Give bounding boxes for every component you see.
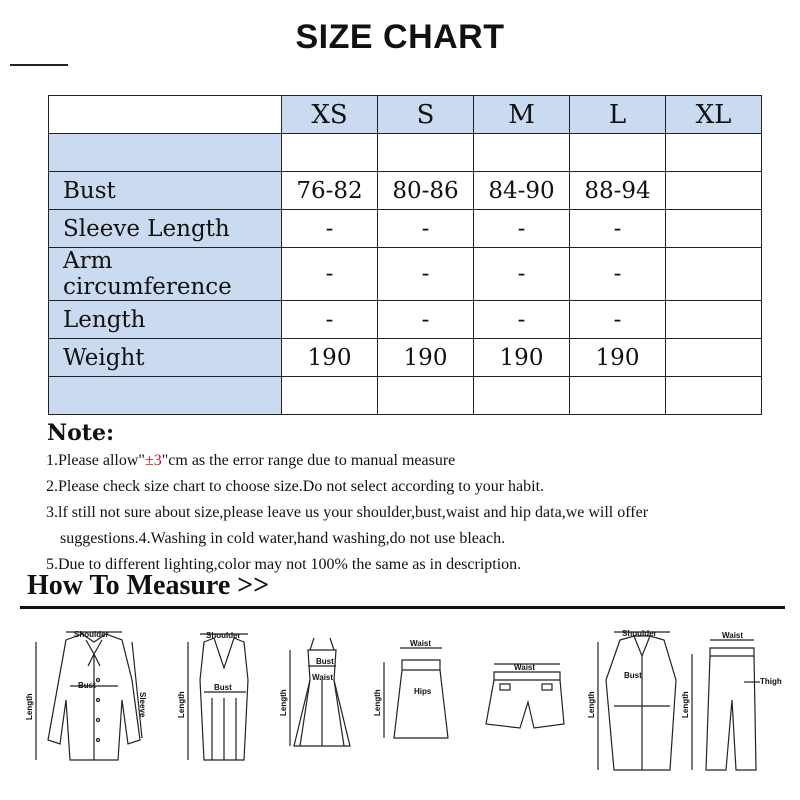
label-shoulder-6: Shoulder: [622, 629, 657, 638]
table-cell: 190: [570, 339, 666, 377]
note-line-5: 5.Due to different lighting,color may not 100% the same as in description.: [46, 556, 522, 573]
table-cell: -: [474, 301, 570, 339]
size-header-xs: XS: [282, 96, 378, 134]
row-label: Length: [49, 301, 282, 339]
size-header-m: M: [474, 96, 570, 134]
table-cell: [666, 172, 762, 210]
table-cell: [666, 339, 762, 377]
row-label: Arm circumference: [49, 248, 282, 301]
note-line-1-end: "cm as the error range due to manual measure: [161, 452, 456, 469]
table-cell: -: [282, 301, 378, 339]
measurement-diagrams: [0, 620, 800, 790]
table-row: [49, 377, 762, 415]
label-sleeve-1: Sleeve: [138, 692, 147, 718]
table-cell: 88-94: [570, 172, 666, 210]
label-length-2: Length: [177, 691, 186, 718]
label-waist-4: Waist: [410, 639, 432, 648]
note-line-1: [46, 448, 648, 474]
table-cell: 80-86: [378, 172, 474, 210]
note-line-3-continued: suggestions.4.Washing in cold water,hand washing,do not use bleach.: [60, 530, 506, 547]
title-underline: [10, 64, 68, 66]
error-range-value: ±3: [144, 452, 162, 469]
size-header-row: [49, 96, 762, 134]
table-cell: [666, 301, 762, 339]
size-header-l: L: [570, 96, 666, 134]
row-label: Bust: [49, 172, 282, 210]
note-line-1-start: 1.Please allow": [46, 452, 145, 469]
table-cell: 76-82: [282, 172, 378, 210]
label-hips-4: Hips: [414, 687, 432, 696]
table-cell: 190: [378, 339, 474, 377]
label-waist-7: Waist: [722, 631, 744, 640]
size-header-xl: XL: [666, 96, 762, 134]
label-length-4: Length: [373, 689, 382, 716]
table-cell: [474, 377, 570, 415]
table-cell: [282, 377, 378, 415]
row-label: [49, 377, 282, 415]
table-cell: [666, 210, 762, 248]
table-cell: [282, 134, 378, 172]
table-row: [49, 134, 762, 172]
label-bust-1: Bust: [78, 681, 96, 690]
table-cell: -: [570, 210, 666, 248]
label-thigh-7: Thigh: [760, 677, 782, 686]
table-cell: 190: [282, 339, 378, 377]
table-cell: -: [378, 210, 474, 248]
page-title: SIZE CHART: [295, 18, 505, 56]
table-cell: -: [282, 248, 378, 301]
vest-diagram: [188, 634, 248, 760]
table-cell: -: [474, 248, 570, 301]
size-header-s: S: [378, 96, 474, 134]
table-cell: [474, 134, 570, 172]
row-label: [49, 134, 282, 172]
table-cell: -: [282, 210, 378, 248]
label-length-7: Length: [681, 691, 690, 718]
blouse-diagram: [36, 632, 142, 760]
label-bust-2: Bust: [214, 683, 232, 692]
table-cell: 84-90: [474, 172, 570, 210]
table-cell: -: [474, 210, 570, 248]
table-cell: [666, 248, 762, 301]
note-line-3: 3.lf still not sure about size,please leave us your shoulder,bust,waist and hip data,we will offer: [46, 504, 649, 521]
row-label: Weight: [49, 339, 282, 377]
table-row: [49, 248, 762, 301]
table-cell: -: [378, 248, 474, 301]
note-line-2: 2.Please check size chart to choose size.Do not select according to your habit.: [46, 478, 545, 495]
table-cell: -: [570, 301, 666, 339]
label-length-1: Length: [25, 693, 34, 720]
table-row: [49, 172, 762, 210]
note-heading: Note:: [47, 420, 115, 446]
section-divider: [20, 606, 785, 609]
coat-diagram: [598, 632, 676, 770]
label-waist-5: Waist: [514, 663, 536, 672]
label-bust-6: Bust: [624, 671, 642, 680]
notes-list: [46, 448, 648, 578]
table-cell: [378, 377, 474, 415]
label-shoulder-2: Shoulder: [206, 631, 241, 640]
shorts-diagram: [486, 664, 564, 728]
table-cell: -: [570, 248, 666, 301]
label-bust-3: Bust: [316, 657, 334, 666]
size-chart-table: [48, 95, 762, 415]
how-to-measure-heading: How To Measure >>: [27, 570, 270, 601]
header-corner-cell: [49, 96, 282, 134]
dress-diagram: [290, 638, 350, 746]
table-cell: [666, 377, 762, 415]
label-length-6: Length: [587, 691, 596, 718]
table-cell: [666, 134, 762, 172]
table-row: [49, 301, 762, 339]
table-cell: [570, 377, 666, 415]
label-length-3: Length: [279, 689, 288, 716]
label-shoulder-1: Shoulder: [74, 630, 109, 639]
table-cell: 190: [474, 339, 570, 377]
trousers-diagram: [692, 640, 760, 770]
table-cell: -: [378, 301, 474, 339]
table-cell: [378, 134, 474, 172]
table-row: [49, 339, 762, 377]
table-row: [49, 210, 762, 248]
table-cell: [570, 134, 666, 172]
row-label: Sleeve Length: [49, 210, 282, 248]
label-waist-3: Waist: [312, 673, 334, 682]
